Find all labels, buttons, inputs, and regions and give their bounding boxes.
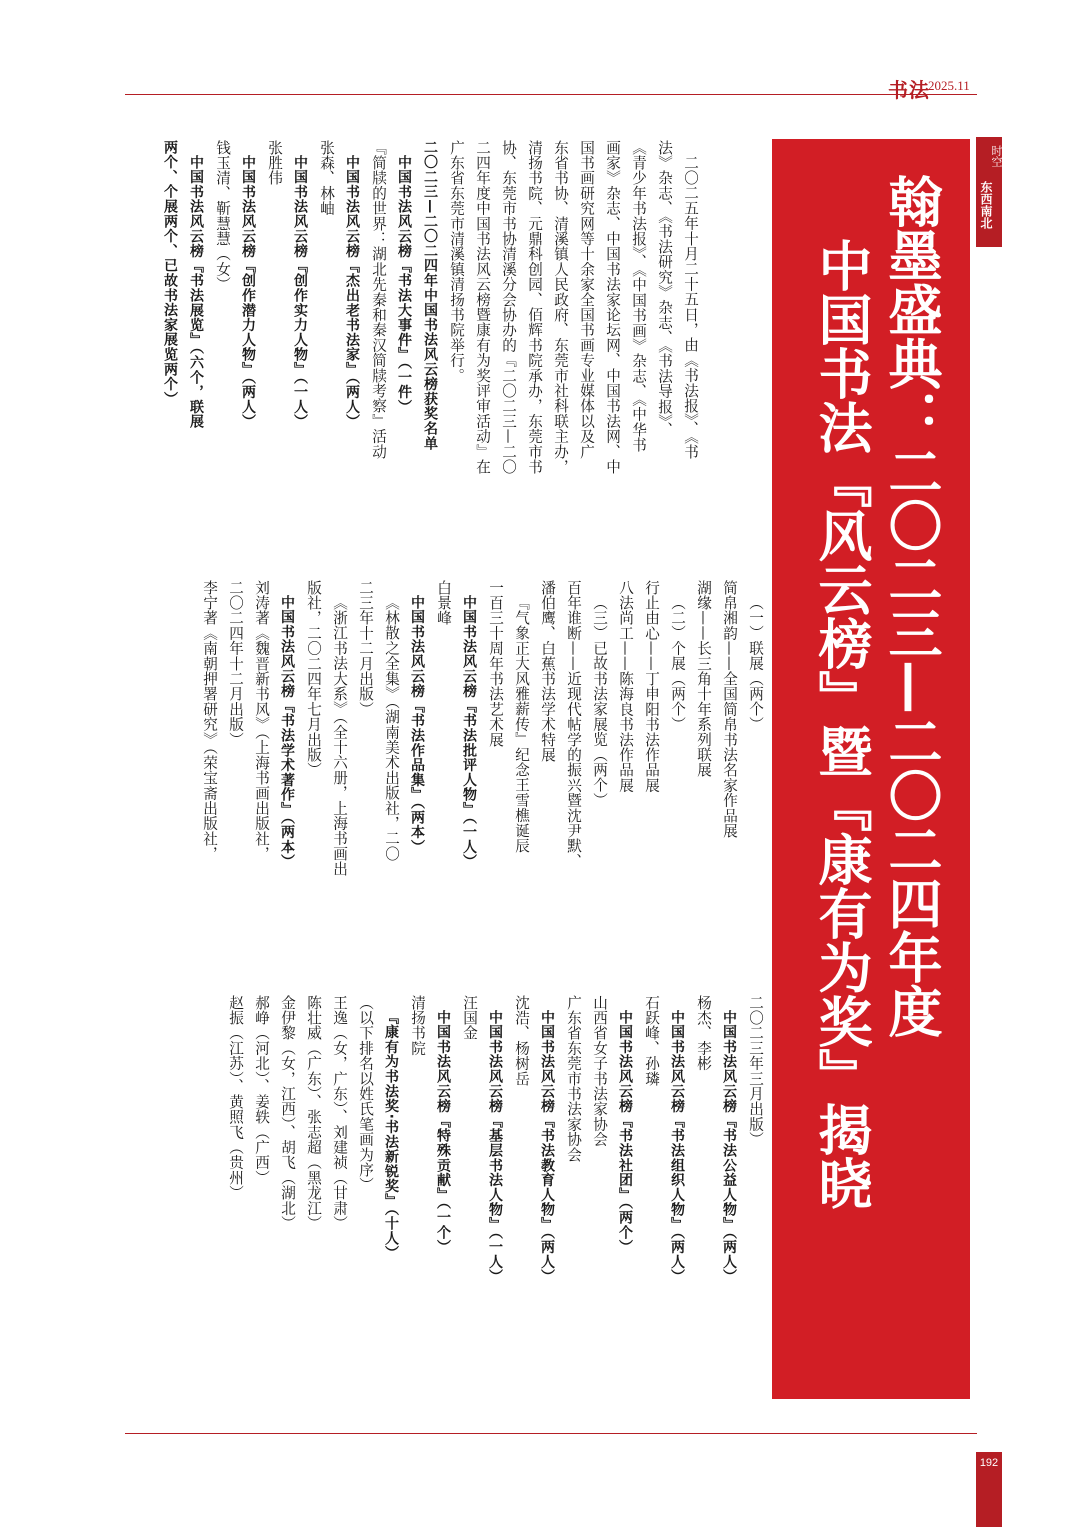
award-category: 中国书法风云榜『特殊贡献』（一个） xyxy=(435,1010,451,1255)
award-entry: 百年谁断——近现代帖学的振兴暨沈尹默、 xyxy=(565,580,582,869)
intro-line: 法》杂志、《书法研究》杂志、《书法导报》、 xyxy=(656,140,673,438)
award-category: 中国书法风云榜『创作实力人物』（一人） xyxy=(292,155,308,430)
award-entry: 二〇二三年三月出版） xyxy=(747,995,764,1147)
award-entry: （一）联展（两个） xyxy=(747,595,764,732)
award-entry: 刘涛著《魏晋新书风》（上海书画出版社， xyxy=(253,580,270,862)
award-entry: 二〇二四年十二月出版） xyxy=(227,580,244,748)
page-number: 192 xyxy=(979,1457,999,1469)
award-entry: 山西省女子书法家协会 xyxy=(591,995,608,1147)
award-category: 两个、个展两个、已故书法家展览两个） xyxy=(162,140,178,407)
intro-line: 画家》杂志、中国书法家论坛网、中国书法网、中 xyxy=(604,140,621,475)
magazine-logo: 书法 xyxy=(888,78,930,102)
intro-line: 东省书协、清溪镇人民政府、东莞市社科联主办， xyxy=(552,140,569,475)
award-entry: 沈浩、杨树岳 xyxy=(513,995,530,1087)
award-entry: 湖缘——长三角十年系列联展 xyxy=(695,580,712,778)
award-entry: 王逸（女，广东）、刘建祯（甘肃） xyxy=(331,995,348,1231)
issue-number: 2025.11 xyxy=(928,78,970,93)
award-entry: 金伊黎（女，江西）、胡飞（湖北） xyxy=(279,995,296,1231)
award-list-middle xyxy=(196,580,768,990)
award-entry: 行止由心——丁申阳书法作品展 xyxy=(643,580,660,793)
award-list-top xyxy=(157,140,443,580)
article-title-line-1: 翰墨盛典：二〇二三—二〇二四年度 xyxy=(880,174,943,1038)
section-label-primary: 时空 xyxy=(990,145,1003,167)
award-entry: 张胜伟 xyxy=(266,140,283,186)
award-entry: 张森、林岫 xyxy=(318,140,335,216)
award-entry: 陈壮威（广东）、张志超（黑龙江） xyxy=(305,995,322,1231)
intro-line: 国书画研究网等十余家全国书画专业媒体以及广 xyxy=(578,140,595,460)
award-category: 中国书法风云榜『书法大事件』（一件） xyxy=(396,155,412,415)
award-category: 中国书法风云榜『书法作品集』（两本） xyxy=(409,595,425,855)
award-category: 中国书法风云榜『创作潜力人物』（两人） xyxy=(240,155,256,430)
article-title-line-2: 中国书法『风云榜』暨『康有为奖』揭晓 xyxy=(810,238,873,1210)
award-category: 中国书法风云榜『书法社团』（两个） xyxy=(617,1010,633,1255)
award-list-bottom xyxy=(222,995,768,1405)
section-label-secondary: 东西南北 xyxy=(979,181,993,229)
award-category: 二〇二三—二〇二四年中国书法风云榜获奖名单 xyxy=(422,140,438,451)
header-rule xyxy=(125,94,977,95)
award-category: 中国书法风云榜『杰出老书法家』（两人） xyxy=(344,155,360,430)
award-entry: 清扬书院 xyxy=(409,995,426,1056)
award-entry: 版社，二〇二四年七月出版） xyxy=(305,580,322,778)
award-entry: 潘伯鹰、白蕉书法学术特展 xyxy=(539,580,556,763)
award-entry: （以下排名以姓氏笔画为序） xyxy=(357,995,374,1193)
award-entry: 二三年十二月出版） xyxy=(357,580,374,717)
award-entry: 李宁著《南朝押署研究》（荣宝斋出版社， xyxy=(201,580,218,862)
intro-paragraph xyxy=(443,140,703,580)
award-entry: 『简牍的世界：湖北先秦和秦汉简牍考察』活动 xyxy=(370,140,387,460)
award-category: 『康有为书法奖·书法新锐奖』（十人） xyxy=(383,1010,399,1261)
award-category: 中国书法风云榜『书法批评人物』（一人） xyxy=(461,595,477,870)
award-category: 中国书法风云榜『书法学术著作』（两本） xyxy=(279,595,295,870)
award-entry: 八法尚工——陈海良书法作品展 xyxy=(617,580,634,793)
award-entry: 石跃峰、孙璘 xyxy=(643,995,660,1087)
intro-line: 《青少年书法报》、《中国书画》杂志、《中华书 xyxy=(630,140,647,453)
award-entry: 杨杰、李彬 xyxy=(695,995,712,1071)
award-entry: 汪国金 xyxy=(461,995,478,1041)
award-entry: 一百三十周年书法艺术展 xyxy=(487,580,504,748)
award-entry: 郝峥（河北）、姜轶（广西） xyxy=(253,995,270,1186)
award-entry: 白景峰 xyxy=(435,580,452,626)
article-body-top xyxy=(157,140,703,580)
award-entry: 简帛湘韵——全国简帛书法名家作品展 xyxy=(721,580,738,839)
award-entry: 『气象正大风雅薪传』纪念王雪樵诞辰 xyxy=(513,595,530,854)
award-entry: 赵振（江苏）、黄照飞（贵州） xyxy=(227,995,244,1201)
award-entry: 钱玉清、靳慧慧（女） xyxy=(214,140,231,292)
award-entry: 广东省东莞市书法家协会 xyxy=(565,995,582,1163)
award-entry: 《浙江书法大系》（全十六册，上海书画出 xyxy=(331,595,348,877)
intro-line: 协、东莞市书协清溪分会协办的『二〇二三—二〇 xyxy=(500,140,517,475)
award-entry: 《林散之全集》（湖南美术出版社，二〇 xyxy=(383,595,400,862)
intro-line: 二四年度中国书法风云榜暨康有为奖评审活动』在 xyxy=(474,140,491,475)
award-entry: （三）已故书法家展览（两个） xyxy=(591,595,608,808)
award-entry: （二）个展（两个） xyxy=(669,595,686,732)
footer-rule xyxy=(125,1433,977,1434)
award-category: 中国书法风云榜『书法组织人物』（两人） xyxy=(669,1010,685,1285)
section-tab xyxy=(976,137,1002,247)
award-category: 中国书法风云榜『书法教育人物』（两人） xyxy=(539,1010,555,1285)
intro-line: 二〇二五年十月二十五日，由《书法报》、《书 xyxy=(682,155,699,460)
intro-line: 清扬书院、元鼎科创园、佰辉书院承办，东莞市书 xyxy=(526,140,543,475)
award-category: 中国书法风云榜『书法公益人物』（两人） xyxy=(721,1010,737,1285)
award-category: 中国书法风云榜『基层书法人物』（一人） xyxy=(487,1010,503,1285)
award-category: 中国书法风云榜『书法展览』（六个，联展 xyxy=(188,155,204,430)
intro-line: 广东省东莞市清溪镇清扬书院举行。 xyxy=(448,140,465,384)
